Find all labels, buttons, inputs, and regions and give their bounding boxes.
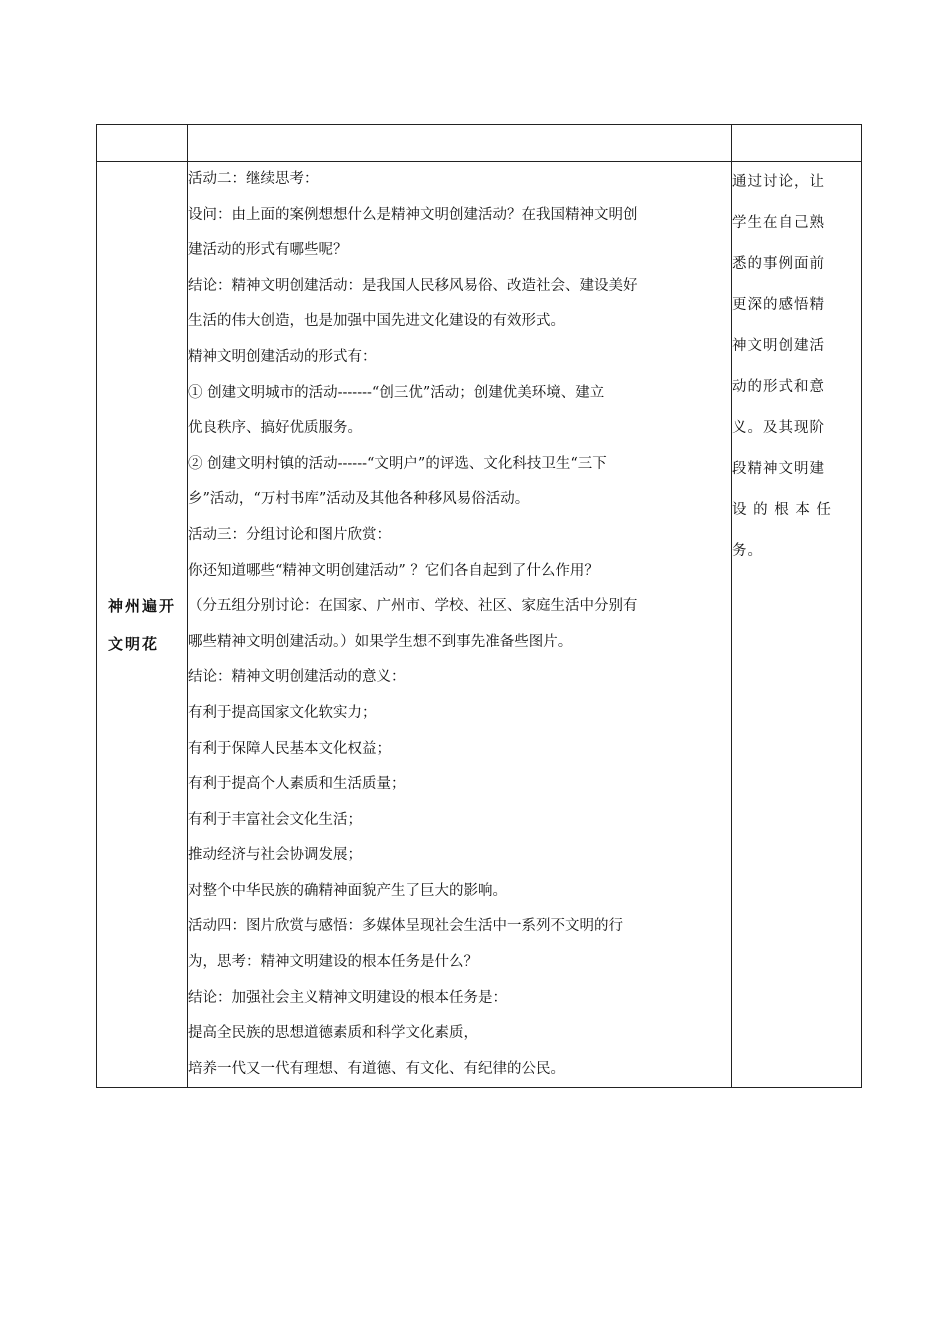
- note-line: 通过讨论，让: [732, 174, 825, 190]
- content-line: 建活动的形式有哪些呢？: [188, 242, 348, 259]
- topic-cell: [97, 162, 188, 1088]
- lesson-plan-table: [96, 124, 862, 1088]
- note-line: 务。: [732, 543, 763, 559]
- content-line: ② 创建文明村镇的活动------“文明户”的评选、文化科技卫生“三下: [188, 455, 607, 472]
- content-line: 有利于丰富社会文化生活；: [188, 811, 362, 828]
- content-line: 提高全民族的思想道德素质和科学文化素质，: [188, 1025, 478, 1042]
- content-line: 生活的伟大创造，也是加强中国先进文化建设的有效形式。: [188, 313, 565, 330]
- empty-cell-3: [732, 125, 862, 162]
- content-line: 乡”活动，“万村书库”活动及其他各种移风易俗活动。: [188, 491, 530, 508]
- note-line: 义。及其现阶: [732, 420, 825, 436]
- empty-cell-2: [188, 125, 732, 162]
- content-line: 结论：精神文明创建活动：是我国人民移风易俗、改造社会、建设美好: [188, 277, 638, 294]
- content-line: 结论：加强社会主义精神文明建设的根本任务是：: [188, 989, 507, 1006]
- note-line: 悉的事例面前: [732, 256, 825, 272]
- content-line: 有利于提高个人素质和生活质量；: [188, 776, 406, 793]
- content-line: 精神文明创建活动的形式有：: [188, 348, 377, 365]
- content-line: （分五组分别讨论：在国家、广州市、学校、社区、家庭生活中分别有: [188, 598, 638, 615]
- note-line: 段精神文明建: [732, 461, 825, 477]
- content-line: 有利于提高国家文化软实力；: [188, 704, 377, 721]
- content-line: 为，思考：精神文明建设的根本任务是什么？: [188, 954, 478, 971]
- table-content-row: [97, 162, 862, 1088]
- design-intent-cell: [732, 162, 862, 1088]
- content-line: 活动三：分组讨论和图片欣赏：: [188, 526, 391, 543]
- content-line: 推动经济与社会协调发展；: [188, 847, 362, 864]
- note-line: 学生在自己熟: [732, 215, 825, 231]
- empty-cell-1: [97, 125, 188, 162]
- content-line: 你还知道哪些“精神文明创建活动” ？它们各自起到了什么作用？: [188, 562, 599, 579]
- content-line: 活动二：继续思考：: [188, 171, 319, 187]
- content-line: 有利于保障人民基本文化权益；: [188, 740, 391, 757]
- content-line: 培养一代又一代有理想、有道德、有文化、有纪律的公民。: [188, 1060, 565, 1077]
- topic-line-2: 文明花: [108, 634, 160, 653]
- content-line: 优良秩序、搞好优质服务。: [188, 420, 362, 437]
- content-line: 对整个中华民族的确精神面貌产生了巨大的影响。: [188, 882, 507, 899]
- note-line: 设 的 根 本 任: [732, 502, 832, 518]
- content-line: 设问：由上面的案例想想什么是精神文明创建活动？在我国精神文明创: [188, 206, 638, 223]
- table-header-row: [97, 125, 862, 162]
- note-line: 动的形式和意: [732, 379, 825, 395]
- content-cell: [188, 162, 732, 1088]
- note-line: 更深的感悟精: [732, 297, 825, 313]
- content-line: ① 创建文明城市的活动-------“创三优”活动；创建优美环境、建立: [188, 384, 605, 401]
- note-line: 神文明创建活: [732, 338, 825, 354]
- content-line: 结论：精神文明创建活动的意义：: [188, 669, 406, 686]
- content-line: 哪些精神文明创建活动。）如果学生想不到事先准备些图片。: [188, 633, 573, 650]
- topic-line-1: 神州遍开: [108, 596, 177, 615]
- content-line: 活动四：图片欣赏与感悟：多媒体呈现社会生活中一系列不文明的行: [188, 918, 623, 935]
